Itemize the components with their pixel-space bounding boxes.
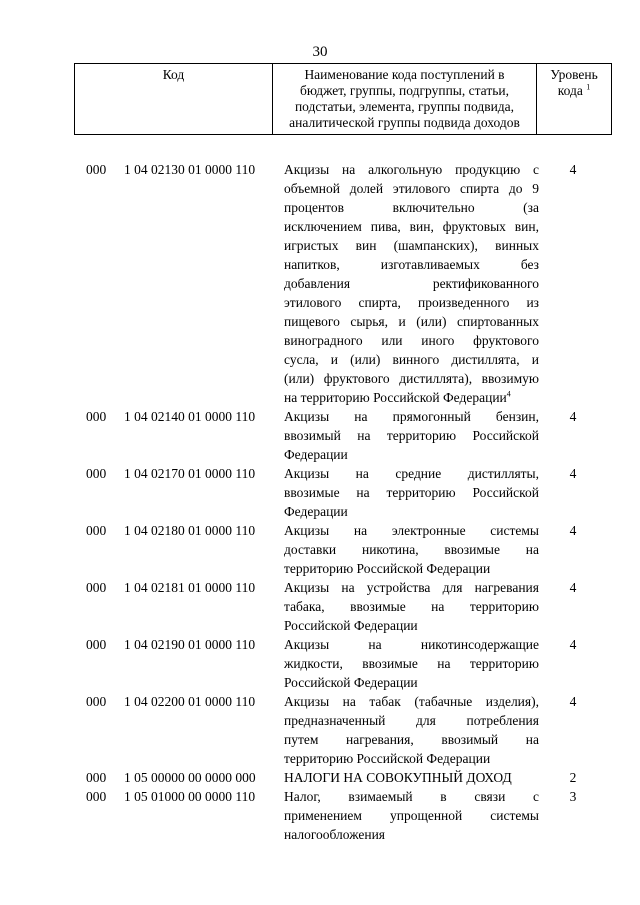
description-line xyxy=(284,236,539,255)
admin-code: 000 xyxy=(86,580,107,595)
admin-code: 000 xyxy=(86,409,107,424)
description-line xyxy=(284,369,539,388)
table-row xyxy=(0,578,640,635)
description-line xyxy=(284,692,539,711)
admin-code: 000 xyxy=(86,523,107,538)
description-line xyxy=(284,787,539,806)
description-text: исключением пива, вин, фруктовых вин, xyxy=(284,219,539,234)
code-description xyxy=(284,692,539,768)
description-text: налогообложения xyxy=(284,827,386,842)
description-line xyxy=(284,426,539,445)
admin-code: 000 xyxy=(86,789,107,804)
header-level-line1: Уровень xyxy=(550,67,598,82)
description-text: Акцизы на прямогонный бензин, xyxy=(284,409,539,424)
description-text: на территорию Российской Федерации xyxy=(284,390,507,405)
header-level-footnote: 1 xyxy=(586,82,591,92)
code-level: 4 xyxy=(569,523,577,538)
code-description xyxy=(284,578,539,635)
page-number: 30 xyxy=(312,44,328,60)
revenue-code: 1 05 00000 00 0000 000 xyxy=(124,770,256,785)
description-text: Акцизы на табак (табачные изделия), xyxy=(284,694,539,709)
description-text: предназначенный для потребления xyxy=(284,713,539,728)
revenue-code: 1 04 02200 01 0000 110 xyxy=(124,694,256,709)
description-line xyxy=(284,445,539,464)
description-line xyxy=(284,597,539,616)
header-name-line: бюджет, группы, подгруппы, статьи, xyxy=(300,83,509,98)
description-line xyxy=(284,730,539,749)
description-line xyxy=(284,350,539,369)
description-text: Налог, взимаемый в связи с xyxy=(284,789,539,804)
admin-code: 000 xyxy=(86,466,107,481)
description-line xyxy=(284,806,539,825)
header-name xyxy=(273,64,537,134)
code-description xyxy=(284,768,539,787)
footnote-marker: 4 xyxy=(506,389,511,399)
table-row xyxy=(0,635,640,692)
description-text: Акцизы на никотинсодержащие xyxy=(284,637,539,652)
description-line xyxy=(284,559,539,578)
code-level: 2 xyxy=(569,770,577,785)
description-text: объемной долей этилового спирта до 9 xyxy=(284,181,539,196)
admin-code: 000 xyxy=(86,162,107,177)
description-text: Акцизы на средние дистилляты, xyxy=(284,466,539,481)
description-text: доставки никотина, ввозимые на xyxy=(284,542,539,557)
description-line xyxy=(284,540,539,559)
table-header xyxy=(74,63,612,135)
description-line xyxy=(284,388,539,407)
description-line xyxy=(284,616,539,635)
header-level-text: кода xyxy=(557,83,583,98)
revenue-code: 1 04 02130 01 0000 110 xyxy=(124,162,256,177)
description-line xyxy=(284,160,539,179)
code-description xyxy=(284,160,539,407)
code-table-body xyxy=(0,160,640,844)
code-description xyxy=(284,407,539,464)
admin-code: 000 xyxy=(86,637,107,652)
header-name-line: Наименование кода поступлений в xyxy=(304,67,505,82)
admin-code: 000 xyxy=(86,694,107,709)
description-line xyxy=(284,179,539,198)
description-text: жидкости, ввозимые на территорию xyxy=(284,656,539,671)
description-line xyxy=(284,464,539,483)
description-text: пищевого сырья, и (или) спиртованных xyxy=(284,314,539,329)
admin-code: 000 xyxy=(86,770,107,785)
description-text: ввозимые на территорию Российской xyxy=(284,485,539,500)
description-text: игристых вин (шампанских), винных xyxy=(284,238,539,253)
description-line xyxy=(284,198,539,217)
revenue-code: 1 04 02170 01 0000 110 xyxy=(124,466,256,481)
description-line xyxy=(284,502,539,521)
description-line xyxy=(284,768,539,787)
code-level: 4 xyxy=(569,580,577,595)
table-row xyxy=(0,787,640,844)
header-code: Код xyxy=(75,64,273,134)
description-line xyxy=(284,825,539,844)
description-text: Российской Федерации xyxy=(284,618,418,633)
description-text: напитков, изготавливаемых без xyxy=(284,257,539,272)
revenue-code: 1 04 02140 01 0000 110 xyxy=(124,409,256,424)
description-line xyxy=(284,635,539,654)
code-description xyxy=(284,635,539,692)
description-line xyxy=(284,331,539,350)
description-line xyxy=(284,255,539,274)
header-level xyxy=(537,64,611,134)
description-text: Акцизы на устройства для нагревания xyxy=(284,580,539,595)
description-line xyxy=(284,312,539,331)
description-text: добавления ректификованного xyxy=(284,276,539,291)
code-level: 4 xyxy=(569,637,577,652)
header-name-line: подстатьи, элемента, группы подвида, xyxy=(294,99,515,114)
header-name-line: аналитической группы подвида доходов xyxy=(289,115,520,130)
description-line xyxy=(284,483,539,502)
description-text: территорию Российской Федерации xyxy=(284,751,491,766)
description-text: НАЛОГИ НА СОВОКУПНЫЙ ДОХОД xyxy=(284,770,512,785)
revenue-code: 1 05 01000 00 0000 110 xyxy=(124,789,256,804)
code-level: 4 xyxy=(569,466,577,481)
code-description xyxy=(284,787,539,844)
table-row xyxy=(0,464,640,521)
description-line xyxy=(284,274,539,293)
description-line xyxy=(284,293,539,312)
description-line xyxy=(284,217,539,236)
description-text: виноградного или иного фруктового xyxy=(284,333,539,348)
table-row xyxy=(0,407,640,464)
table-row xyxy=(0,692,640,768)
code-description xyxy=(284,521,539,578)
description-text: процентов включительно (за xyxy=(284,200,539,215)
table-row xyxy=(0,768,640,787)
description-text: табака, ввозимые на территорию xyxy=(284,599,539,614)
description-text: Акцизы на алкогольную продукцию с xyxy=(284,162,539,177)
header-level-line2 xyxy=(537,83,611,99)
code-level: 4 xyxy=(569,409,577,424)
description-text: путем нагревания, ввозимый на xyxy=(284,732,539,747)
table-row xyxy=(0,160,640,407)
code-level: 4 xyxy=(569,694,577,709)
description-text: территорию Российской Федерации xyxy=(284,561,491,576)
description-line xyxy=(284,407,539,426)
revenue-code: 1 04 02190 01 0000 110 xyxy=(124,637,256,652)
code-level: 4 xyxy=(569,162,577,177)
code-description xyxy=(284,464,539,521)
description-text: ввозимый на территорию Российской xyxy=(284,428,539,443)
description-line xyxy=(284,578,539,597)
description-text: сусла, и (или) винного дистиллята, и xyxy=(284,352,539,367)
revenue-code: 1 04 02181 01 0000 110 xyxy=(124,580,256,595)
description-text: этилового спирта, произведенного из xyxy=(284,295,539,310)
description-line xyxy=(284,521,539,540)
revenue-code: 1 04 02180 01 0000 110 xyxy=(124,523,256,538)
description-text: Федерации xyxy=(284,447,348,462)
description-text: Акцизы на электронные системы xyxy=(284,523,539,538)
code-level: 3 xyxy=(569,789,577,804)
description-text: Российской Федерации xyxy=(284,675,418,690)
description-line xyxy=(284,711,539,730)
description-text: (или) фруктового дистиллята), ввозимую xyxy=(284,371,539,386)
description-line xyxy=(284,749,539,768)
description-text: Федерации xyxy=(284,504,348,519)
description-line xyxy=(284,654,539,673)
description-text: применением упрощенной системы xyxy=(284,808,539,823)
table-row xyxy=(0,521,640,578)
description-line xyxy=(284,673,539,692)
